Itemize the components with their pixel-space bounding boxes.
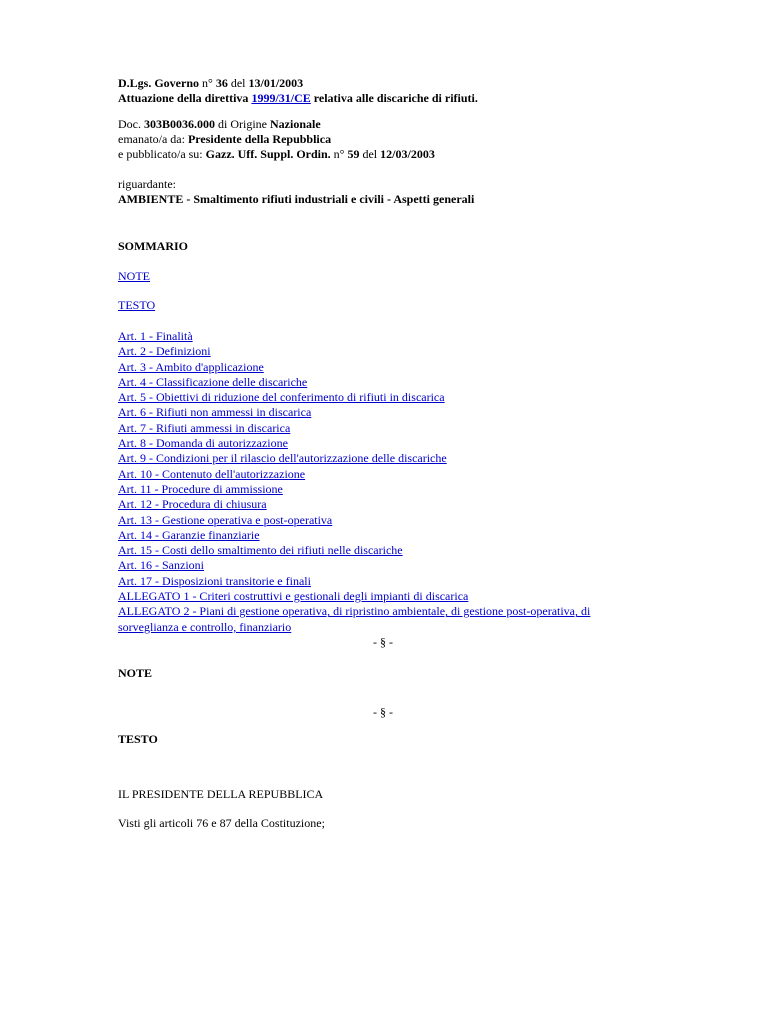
summary-item-art-10[interactable]: Art. 10 - Contenuto dell'autorizzazione	[118, 466, 306, 481]
summary-item-allegato-1[interactable]: ALLEGATO 1 - Criteri costruttivi e gestionali degli impianti di discarica	[118, 589, 469, 604]
summary-item-art-15[interactable]: Art. 15 - Costi dello smaltimento dei rifiuti nelle discariche	[118, 543, 403, 558]
decree-date: 13/01/2003	[248, 76, 304, 90]
summary-item-art-3[interactable]: Art. 3 - Ambito d'applicazione	[118, 359, 264, 374]
summary-item-art-1[interactable]: Art. 1 - Finalità	[118, 329, 193, 343]
text-section-title: TESTO	[118, 731, 158, 746]
subject-label: riguardante:	[118, 177, 176, 191]
summary-item-art-7[interactable]: Art. 7 - Rifiuti ammessi in discarica	[118, 420, 291, 435]
summary-item-art-8[interactable]: Art. 8 - Domanda di autorizzazione	[118, 436, 288, 451]
summary-item-art-17[interactable]: Art. 17 - Disposizioni transitorie e finali	[118, 573, 311, 588]
issuer-line	[118, 132, 658, 147]
text-link[interactable]: TESTO	[118, 298, 156, 312]
subject-text: AMBIENTE - Smaltimento rifiuti industriali e civili - Aspetti generali	[118, 192, 475, 206]
summary-item-art-5[interactable]: Art. 5 - Obiettivi di riduzione del conferimento di rifiuti in discarica	[118, 390, 445, 405]
document-page	[118, 76, 658, 831]
section-separator: - § -	[373, 704, 393, 719]
issued-label: emanato/a da:	[118, 132, 185, 146]
note-link[interactable]: NOTE	[118, 269, 150, 283]
doc-code: 303B0036.000	[144, 117, 216, 131]
decree-date-prefix: del	[230, 76, 246, 90]
gazette-num: 59	[347, 147, 360, 161]
decree-number-prefix: n°	[202, 76, 213, 90]
summary-list	[118, 329, 658, 635]
decree-title	[118, 91, 658, 106]
summary-item-art-6[interactable]: Art. 6 - Rifiuti non ammessi in discarica	[118, 405, 312, 420]
preamble-line: Visti gli articoli 76 e 87 della Costituzione;	[118, 815, 325, 830]
summary-item-art-16[interactable]: Art. 16 - Sanzioni	[118, 558, 204, 573]
gazette-date: 12/03/2003	[380, 147, 435, 161]
doc-line	[118, 117, 658, 132]
decree-type: D.Lgs. Governo	[118, 76, 199, 90]
note-section-title: NOTE	[118, 665, 153, 680]
publication-line	[118, 147, 658, 162]
issuer-value: Presidente della Repubblica	[187, 132, 332, 146]
origin-value: Nazionale	[270, 117, 321, 131]
summary-item-art-9[interactable]: Art. 9 - Condizioni per il rilascio dell'autorizzazione delle discariche	[118, 451, 447, 466]
decree-title-after: relativa alle discariche di rifiuti.	[313, 91, 478, 105]
summary-item-art-11[interactable]: Art. 11 - Procedure di ammissione	[118, 481, 283, 496]
origin-label: di Origine	[218, 117, 268, 131]
gazette-name: Gazz. Uff. Suppl. Ordin.	[205, 147, 331, 161]
directive-link[interactable]: 1999/31/CE	[251, 91, 311, 105]
summary-item-art-2[interactable]: Art. 2 - Definizioni	[118, 344, 211, 359]
summary-item-art-12[interactable]: Art. 12 - Procedura di chiusura	[118, 497, 267, 512]
summary-item-allegato-2[interactable]: ALLEGATO 2 - Piani di gestione operativa, di ripristino ambientale, di gestione post-operativa, di sorveglianza e controllo, finanziario	[118, 604, 591, 634]
gazette-num-prefix: n°	[333, 147, 345, 161]
summary-item-art-13[interactable]: Art. 13 - Gestione operativa e post-operativa	[118, 512, 333, 527]
summary-item-art-14[interactable]: Art. 14 - Garanzie finanziarie	[118, 527, 260, 542]
section-separator: - § -	[373, 634, 393, 649]
doc-label: Doc.	[118, 117, 141, 131]
summary-title: SOMMARIO	[118, 239, 188, 253]
decree-title-before: Attuazione della direttiva	[118, 91, 249, 105]
published-label: e pubblicato/a su:	[118, 147, 203, 161]
gazette-date-prefix: del	[362, 147, 378, 161]
decree-number: 36	[215, 76, 228, 90]
president-heading: IL PRESIDENTE DELLA REPUBBLICA	[118, 786, 324, 801]
summary-item-art-4[interactable]: Art. 4 - Classificazione delle discariche	[118, 374, 308, 389]
decree-heading	[118, 76, 658, 91]
